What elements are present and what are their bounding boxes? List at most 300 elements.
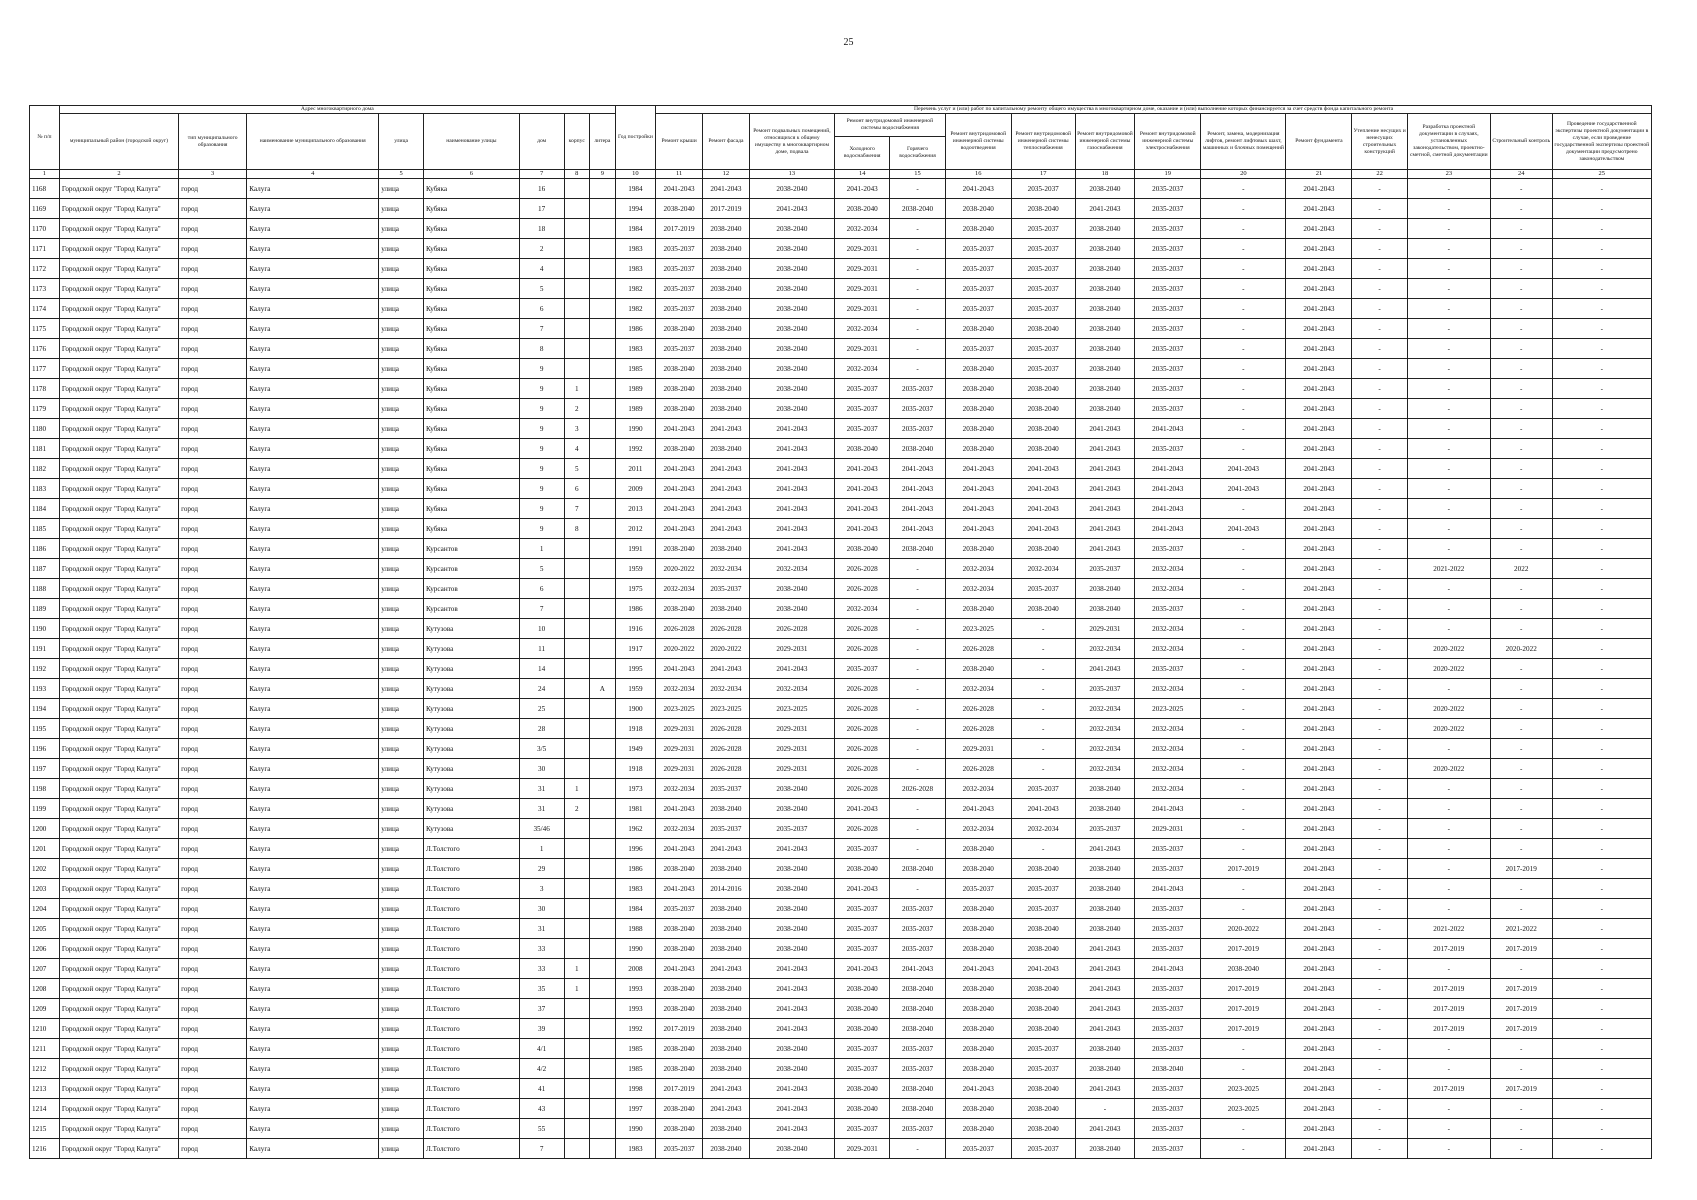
table-cell: 2041-2043: [1286, 959, 1352, 979]
table-cell: 2041-2043: [1135, 879, 1201, 899]
table-cell: -: [890, 299, 945, 319]
table-row: [30, 959, 1652, 979]
table-cell: 2026-2028: [703, 619, 750, 639]
table-cell: 2038-2040: [749, 1039, 834, 1059]
table-cell: 35: [519, 979, 564, 999]
table-cell: [590, 499, 616, 519]
table-cell: 2041-2043: [656, 839, 703, 859]
table-cell: Кубяка: [423, 319, 519, 339]
table-cell: 2035-2037: [1011, 219, 1075, 239]
table-cell: 2032-2034: [703, 679, 750, 699]
table-cell: 1993: [615, 979, 655, 999]
table-cell: Л.Толстого: [423, 1099, 519, 1119]
table-cell: Кубяка: [423, 499, 519, 519]
table-cell: -: [890, 819, 945, 839]
table-cell: 1973: [615, 779, 655, 799]
table-cell: -: [1352, 1139, 1407, 1159]
table-cell: 2041-2043: [703, 1099, 750, 1119]
table-cell: 2035-2037: [1135, 599, 1201, 619]
table-cell: Городской округ "Город Калуга": [59, 619, 178, 639]
table-cell: 6: [519, 299, 564, 319]
table-cell: 2017-2019: [1201, 999, 1286, 1019]
table-cell: 2035-2037: [835, 919, 890, 939]
table-cell: 17: [519, 199, 564, 219]
table-cell: -: [1201, 839, 1286, 859]
table-cell: 4: [564, 439, 590, 459]
table-cell: город: [179, 259, 247, 279]
table-cell: -: [1552, 939, 1651, 959]
table-cell: 2032-2034: [1075, 739, 1135, 759]
table-cell: 2041-2043: [1075, 939, 1135, 959]
table-cell: 1191: [30, 639, 60, 659]
table-cell: 1187: [30, 559, 60, 579]
table-cell: -: [1352, 939, 1407, 959]
table-cell: [564, 1139, 590, 1159]
table-cell: 2017-2019: [1490, 859, 1552, 879]
table-cell: Калуга: [247, 359, 379, 379]
table-cell: улица: [379, 979, 424, 999]
table-cell: 2035-2037: [749, 819, 834, 839]
table-row: [30, 659, 1652, 679]
table-cell: [590, 1099, 616, 1119]
table-cell: -: [1201, 879, 1286, 899]
table-cell: Калуга: [247, 679, 379, 699]
table-cell: -: [1552, 239, 1651, 259]
table-cell: 2041-2043: [749, 999, 834, 1019]
table-cell: [564, 559, 590, 579]
table-cell: 2038-2040: [656, 1099, 703, 1119]
table-cell: -: [1201, 699, 1286, 719]
table-cell: 2035-2037: [1075, 559, 1135, 579]
table-cell: 2041-2043: [1286, 299, 1352, 319]
table-row: [30, 1139, 1652, 1159]
table-cell: -: [1407, 299, 1490, 319]
table-cell: 2038-2040: [1075, 239, 1135, 259]
table-cell: -: [890, 759, 945, 779]
table-cell: улица: [379, 779, 424, 799]
table-cell: улица: [379, 1139, 424, 1159]
table-cell: [590, 899, 616, 919]
table-cell: 2041-2043: [1286, 599, 1352, 619]
table-cell: 2026-2028: [835, 639, 890, 659]
table-row: [30, 879, 1652, 899]
table-cell: -: [1407, 219, 1490, 239]
table-cell: -: [1552, 979, 1651, 999]
table-cell: улица: [379, 479, 424, 499]
table-row: [30, 979, 1652, 999]
table-cell: 2038-2040: [945, 899, 1011, 919]
table-cell: 2035-2037: [1135, 979, 1201, 999]
table-cell: Городской округ "Город Калуга": [59, 179, 178, 199]
table-cell: 2038-2040: [1075, 319, 1135, 339]
table-cell: 2035-2037: [1011, 259, 1075, 279]
table-cell: 2038-2040: [656, 379, 703, 399]
column-number: 4: [247, 170, 379, 179]
table-cell: 2041-2043: [703, 519, 750, 539]
table-cell: 2035-2037: [890, 1039, 945, 1059]
table-cell: Городской округ "Город Калуга": [59, 1019, 178, 1039]
column-number: 15: [890, 170, 945, 179]
table-cell: 2017-2019: [1407, 939, 1490, 959]
table-cell: -: [1352, 1119, 1407, 1139]
table-cell: 9: [519, 359, 564, 379]
table-cell: 2038-2040: [1011, 379, 1075, 399]
table-cell: -: [1201, 499, 1286, 519]
table-cell: -: [1201, 659, 1286, 679]
table-cell: -: [1552, 679, 1651, 699]
table-row: [30, 579, 1652, 599]
table-cell: [590, 319, 616, 339]
table-cell: 2035-2037: [1011, 879, 1075, 899]
table-cell: улица: [379, 399, 424, 419]
table-cell: [564, 939, 590, 959]
table-cell: 1983: [615, 339, 655, 359]
table-row: [30, 1019, 1652, 1039]
table-cell: 2038-2040: [656, 1059, 703, 1079]
table-cell: Калуга: [247, 199, 379, 219]
table-cell: Кубяка: [423, 459, 519, 479]
table-cell: -: [1352, 759, 1407, 779]
table-cell: 2032-2034: [656, 579, 703, 599]
table-cell: [564, 339, 590, 359]
table-cell: 2035-2037: [1011, 279, 1075, 299]
table-cell: 2035-2037: [890, 379, 945, 399]
table-cell: 2038-2040: [835, 1019, 890, 1039]
column-number: 21: [1286, 170, 1352, 179]
table-cell: 10: [519, 619, 564, 639]
table-cell: -: [890, 639, 945, 659]
table-cell: 2041-2043: [703, 479, 750, 499]
table-cell: -: [1011, 839, 1075, 859]
table-cell: 2035-2037: [1135, 539, 1201, 559]
table-cell: 2041-2043: [1286, 1139, 1352, 1159]
column-number: 7: [519, 170, 564, 179]
column-number: 11: [656, 170, 703, 179]
table-cell: -: [1552, 419, 1651, 439]
table-cell: 2038-2040: [945, 839, 1011, 859]
table-cell: 2035-2037: [945, 299, 1011, 319]
table-cell: 2035-2037: [1011, 239, 1075, 259]
table-cell: Калуга: [247, 319, 379, 339]
table-cell: -: [1201, 579, 1286, 599]
table-cell: [564, 179, 590, 199]
table-row: [30, 559, 1652, 579]
table-cell: 2038-2040: [945, 419, 1011, 439]
table-cell: -: [1490, 679, 1552, 699]
table-cell: -: [1552, 1079, 1651, 1099]
table-cell: 1990: [615, 419, 655, 439]
table-cell: 2029-2031: [656, 739, 703, 759]
table-cell: -: [1490, 439, 1552, 459]
table-cell: 1183: [30, 479, 60, 499]
table-cell: [590, 459, 616, 479]
table-row: [30, 679, 1652, 699]
table-cell: Городской округ "Город Калуга": [59, 679, 178, 699]
table-cell: 2038-2040: [1075, 779, 1135, 799]
table-cell: 1983: [615, 1139, 655, 1159]
column-number: 19: [1135, 170, 1201, 179]
table-cell: [590, 879, 616, 899]
table-cell: 2038-2040: [1075, 1139, 1135, 1159]
table-cell: 2038-2040: [1011, 599, 1075, 619]
table-cell: 2038-2040: [1075, 859, 1135, 879]
table-cell: 2041-2043: [749, 979, 834, 999]
table-cell: 2041-2043: [1201, 459, 1286, 479]
table-cell: 1184: [30, 499, 60, 519]
table-cell: 2038-2040: [703, 239, 750, 259]
table-cell: -: [1552, 819, 1651, 839]
table-cell: Городской округ "Город Калуга": [59, 919, 178, 939]
table-cell: 1990: [615, 939, 655, 959]
table-cell: -: [1490, 519, 1552, 539]
table-cell: город: [179, 939, 247, 959]
table-cell: -: [1201, 359, 1286, 379]
table-cell: 2041-2043: [1286, 919, 1352, 939]
table-cell: 2041-2043: [1286, 359, 1352, 379]
table-cell: город: [179, 1139, 247, 1159]
table-cell: 2041-2043: [1075, 1019, 1135, 1039]
table-cell: 2032-2034: [1135, 759, 1201, 779]
table-cell: 2041-2043: [1286, 779, 1352, 799]
table-cell: 1916: [615, 619, 655, 639]
column-number: 20: [1201, 170, 1286, 179]
table-cell: Городской округ "Город Калуга": [59, 459, 178, 479]
table-cell: 2014-2016: [703, 879, 750, 899]
table-cell: 2038-2040: [945, 319, 1011, 339]
table-cell: 2026-2028: [835, 819, 890, 839]
table-cell: 2038-2040: [890, 979, 945, 999]
table-cell: Л.Толстого: [423, 839, 519, 859]
header-facade: Ремонт фасада: [703, 114, 750, 170]
table-cell: Калуга: [247, 239, 379, 259]
table-cell: -: [1201, 199, 1286, 219]
table-cell: 2038-2040: [835, 999, 890, 1019]
table-cell: Л.Толстого: [423, 999, 519, 1019]
table-cell: 2035-2037: [1135, 899, 1201, 919]
table-cell: -: [1552, 219, 1651, 239]
table-cell: Калуга: [247, 699, 379, 719]
table-cell: Городской округ "Город Калуга": [59, 819, 178, 839]
table-cell: -: [1011, 719, 1075, 739]
table-cell: 18: [519, 219, 564, 239]
table-cell: -: [1552, 399, 1651, 419]
table-row: [30, 259, 1652, 279]
table-cell: 2038-2040: [1011, 1099, 1075, 1119]
table-cell: 1200: [30, 819, 60, 839]
table-cell: 2038-2040: [703, 1019, 750, 1039]
table-cell: -: [1490, 699, 1552, 719]
table-cell: улица: [379, 579, 424, 599]
table-cell: Городской округ "Город Калуга": [59, 1139, 178, 1159]
table-cell: город: [179, 839, 247, 859]
table-cell: 2041-2043: [835, 479, 890, 499]
table-cell: 2038-2040: [945, 1119, 1011, 1139]
table-cell: Калуга: [247, 519, 379, 539]
table-cell: 2035-2037: [1135, 1119, 1201, 1139]
table-cell: 2032-2034: [1135, 619, 1201, 639]
table-cell: город: [179, 719, 247, 739]
table-cell: 2041-2043: [1075, 439, 1135, 459]
header-year: Год постройки: [615, 106, 655, 170]
table-cell: город: [179, 859, 247, 879]
table-cell: -: [890, 339, 945, 359]
table-cell: город: [179, 639, 247, 659]
table-cell: 2038-2040: [749, 779, 834, 799]
table-cell: улица: [379, 199, 424, 219]
table-cell: Городской округ "Город Калуга": [59, 899, 178, 919]
table-cell: 2023-2025: [703, 699, 750, 719]
table-cell: 2035-2037: [1011, 359, 1075, 379]
table-cell: -: [1490, 839, 1552, 859]
table-cell: Калуга: [247, 959, 379, 979]
header-design: Разработка проектной документации в случаях, установленных законодательством, проектно-сметной, сметной документации: [1407, 114, 1490, 170]
table-cell: 2020-2022: [1407, 699, 1490, 719]
table-cell: 2041-2043: [835, 879, 890, 899]
table-cell: [590, 219, 616, 239]
table-cell: 1989: [615, 399, 655, 419]
table-cell: 2035-2037: [1135, 859, 1201, 879]
table-cell: 2035-2037: [1011, 339, 1075, 359]
table-cell: 2038-2040: [1075, 399, 1135, 419]
table-cell: 2017-2019: [703, 199, 750, 219]
table-cell: 2041-2043: [1075, 519, 1135, 539]
table-cell: 1981: [615, 799, 655, 819]
table-cell: -: [1201, 1139, 1286, 1159]
table-cell: [590, 539, 616, 559]
table-cell: 2041-2043: [1075, 459, 1135, 479]
table-cell: -: [1201, 639, 1286, 659]
table-cell: 2035-2037: [1011, 1139, 1075, 1159]
table-cell: 2032-2034: [1135, 739, 1201, 759]
table-row: [30, 639, 1652, 659]
table-cell: 39: [519, 1019, 564, 1039]
table-row: [30, 399, 1652, 419]
table-cell: 2029-2031: [835, 259, 890, 279]
table-cell: 2038-2040: [945, 1099, 1011, 1119]
table-cell: Калуга: [247, 1099, 379, 1119]
table-cell: 2038-2040: [1011, 399, 1075, 419]
table-cell: город: [179, 479, 247, 499]
table-cell: [590, 239, 616, 259]
table-cell: -: [1352, 799, 1407, 819]
table-cell: 1198: [30, 779, 60, 799]
table-cell: -: [1552, 359, 1651, 379]
table-cell: 5: [564, 459, 590, 479]
table-cell: 2020-2022: [1407, 659, 1490, 679]
table-cell: 2038-2040: [1075, 359, 1135, 379]
table-cell: город: [179, 759, 247, 779]
table-cell: 1992: [615, 1019, 655, 1039]
table-row: [30, 279, 1652, 299]
table-cell: -: [890, 719, 945, 739]
table-cell: -: [1490, 819, 1552, 839]
table-cell: -: [1352, 519, 1407, 539]
table-cell: 35/46: [519, 819, 564, 839]
table-cell: 2041-2043: [1286, 379, 1352, 399]
table-cell: 2032-2034: [749, 559, 834, 579]
table-cell: -: [1490, 599, 1552, 619]
table-row: [30, 459, 1652, 479]
table-cell: 2038-2040: [703, 799, 750, 819]
table-cell: 2038-2040: [945, 539, 1011, 559]
table-cell: [590, 519, 616, 539]
table-cell: [590, 1039, 616, 1059]
table-cell: 14: [519, 659, 564, 679]
table-cell: 2041-2043: [1286, 1119, 1352, 1139]
table-cell: -: [1490, 479, 1552, 499]
table-body: [30, 179, 1652, 1159]
column-number: 17: [1011, 170, 1075, 179]
table-cell: 2017-2019: [1490, 979, 1552, 999]
table-cell: 7: [519, 599, 564, 619]
table-cell: Городской округ "Город Калуга": [59, 339, 178, 359]
table-cell: 2038-2040: [835, 979, 890, 999]
table-cell: Калуга: [247, 999, 379, 1019]
table-cell: 2038-2040: [656, 599, 703, 619]
table-cell: [564, 319, 590, 339]
table-cell: 2032-2034: [1075, 639, 1135, 659]
table-cell: -: [1552, 639, 1651, 659]
table-cell: [590, 699, 616, 719]
table-cell: Калуга: [247, 779, 379, 799]
table-cell: Кутузова: [423, 819, 519, 839]
table-cell: город: [179, 619, 247, 639]
table-cell: город: [179, 379, 247, 399]
table-cell: 2038-2040: [703, 1039, 750, 1059]
table-cell: улица: [379, 379, 424, 399]
table-cell: 2041-2043: [749, 519, 834, 539]
table-cell: -: [1552, 519, 1651, 539]
table-cell: 2038-2040: [1011, 539, 1075, 559]
table-cell: -: [1552, 1099, 1651, 1119]
table-cell: -: [890, 579, 945, 599]
table-cell: 2035-2037: [1135, 919, 1201, 939]
table-row: [30, 759, 1652, 779]
table-cell: 2041-2043: [749, 839, 834, 859]
table-cell: город: [179, 279, 247, 299]
table-cell: 2041-2043: [1286, 419, 1352, 439]
table-cell: 2017-2019: [1407, 1019, 1490, 1039]
table-cell: -: [1352, 179, 1407, 199]
table-cell: 2041-2043: [656, 499, 703, 519]
table-cell: 2041-2043: [945, 179, 1011, 199]
table-cell: Калуга: [247, 1039, 379, 1059]
table-cell: Городской округ "Город Калуга": [59, 1099, 178, 1119]
table-cell: Городской округ "Город Калуга": [59, 359, 178, 379]
table-cell: 2029-2031: [835, 299, 890, 319]
table-cell: Городской округ "Город Калуга": [59, 219, 178, 239]
table-cell: [590, 179, 616, 199]
table-cell: город: [179, 1119, 247, 1139]
table-cell: 2032-2034: [835, 219, 890, 239]
table-cell: -: [1201, 439, 1286, 459]
table-cell: 2035-2037: [890, 399, 945, 419]
table-cell: 2041-2043: [1135, 799, 1201, 819]
table-row: [30, 1079, 1652, 1099]
table-cell: 41: [519, 1079, 564, 1099]
table-cell: 1185: [30, 519, 60, 539]
table-cell: 2038-2040: [1075, 579, 1135, 599]
table-cell: -: [1490, 179, 1552, 199]
table-cell: 2041-2043: [1286, 319, 1352, 339]
table-cell: -: [1552, 499, 1651, 519]
table-cell: Кубяка: [423, 479, 519, 499]
table-row: [30, 439, 1652, 459]
table-cell: город: [179, 679, 247, 699]
table-cell: [564, 239, 590, 259]
table-cell: 2038-2040: [945, 979, 1011, 999]
table-cell: 1983: [615, 879, 655, 899]
